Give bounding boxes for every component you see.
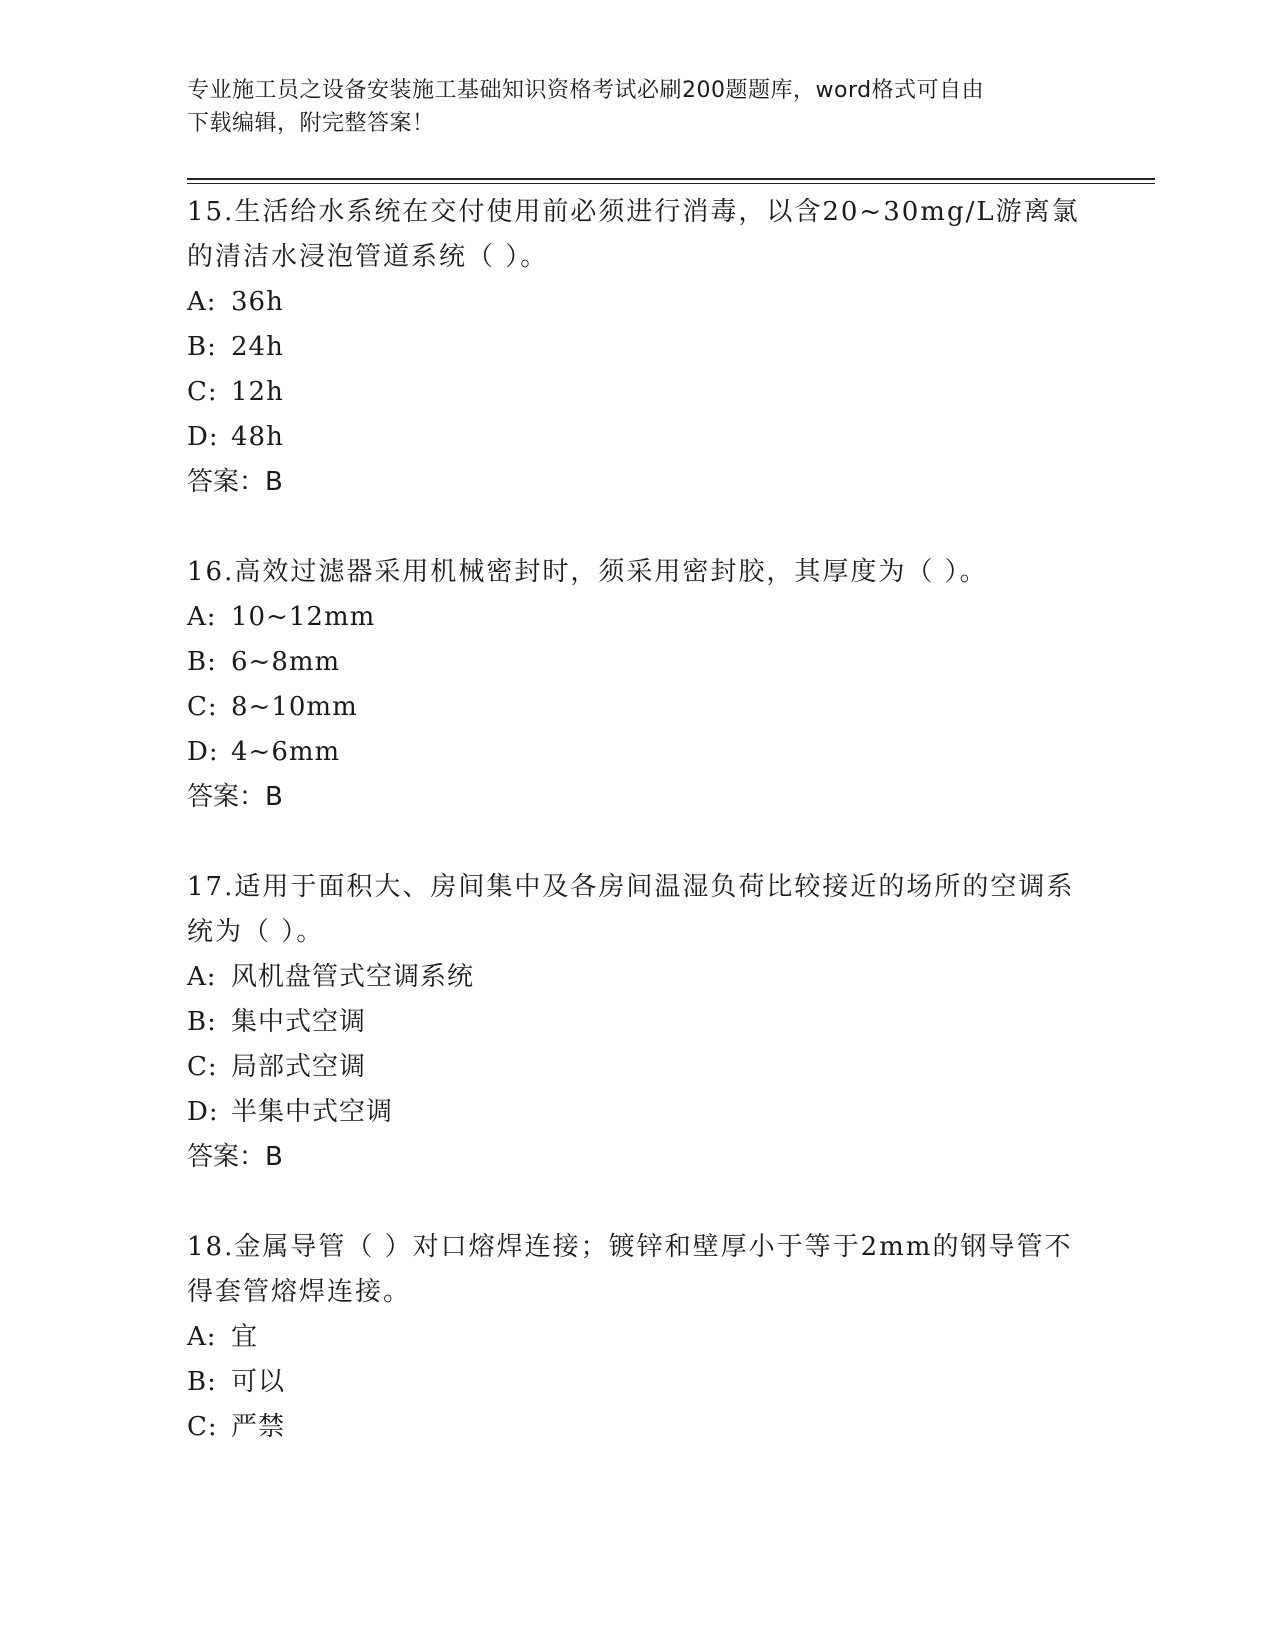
answer-line: 答案：B: [187, 467, 283, 497]
option-text: 半集中式空调: [231, 1097, 394, 1127]
header-divider-thin: [187, 183, 1155, 184]
option-letter: C:: [187, 1412, 218, 1442]
option-text: 严禁: [231, 1412, 286, 1442]
option-b: [187, 325, 1087, 370]
option-letter: D:: [187, 422, 219, 452]
question-stem: 17.适用于面积大、房间集中及各房间温湿负荷比较接近的场所的空调系统为（ ）。: [187, 872, 1075, 947]
option-a: [187, 1315, 1087, 1360]
option-letter: D:: [187, 1097, 219, 1127]
option-c: [187, 1045, 1087, 1090]
option-d: [187, 415, 1087, 460]
option-text: 24h: [231, 332, 284, 362]
option-text: 风机盘管式空调系统: [231, 962, 475, 992]
question-18: [187, 1225, 1087, 1450]
option-letter: A:: [187, 602, 217, 632]
option-c: [187, 685, 1087, 730]
answer-line: 答案：B: [187, 1142, 283, 1172]
option-d: [187, 730, 1087, 775]
document-header: [187, 74, 1067, 140]
option-text: 12h: [231, 377, 284, 407]
option-d: [187, 1090, 1087, 1135]
option-text: 10~12mm: [231, 602, 376, 632]
option-letter: A:: [187, 287, 217, 317]
option-letter: B:: [187, 647, 217, 677]
option-text: 48h: [231, 422, 284, 452]
option-letter: B:: [187, 1367, 217, 1397]
option-letter: A:: [187, 1322, 217, 1352]
option-text: 局部式空调: [231, 1052, 367, 1082]
question-stem: 18.金属导管（ ）对口熔焊连接；镀锌和壁厚小于等于2mm的钢导管不得套管熔焊连接。: [187, 1232, 1073, 1307]
question-17: [187, 865, 1087, 1179]
question-16: [187, 550, 1087, 819]
option-a: [187, 280, 1087, 325]
option-text: 可以: [231, 1367, 286, 1397]
option-letter: C:: [187, 692, 218, 722]
header-title-line2: 下载编辑，附完整答案！: [187, 111, 435, 136]
header-divider-thick: [187, 178, 1155, 180]
header-title-line1: 专业施工员之设备安装施工基础知识资格考试必刷200题题库，word格式可自由: [187, 78, 985, 103]
option-b: [187, 1360, 1087, 1405]
option-a: [187, 955, 1087, 1000]
option-letter: B:: [187, 332, 217, 362]
option-letter: A:: [187, 962, 217, 992]
question-15: [187, 190, 1087, 504]
question-list: [187, 190, 1087, 1496]
option-c: [187, 370, 1087, 415]
option-letter: C:: [187, 1052, 218, 1082]
question-stem: 15.生活给水系统在交付使用前必须进行消毒，以含20~30mg/L游离氯的清洁水浸泡管道系统（ ）。: [187, 197, 1080, 272]
option-text: 宜: [231, 1322, 259, 1352]
option-text: 8~10mm: [231, 692, 358, 722]
option-text: 4~6mm: [231, 737, 341, 767]
option-c: [187, 1405, 1087, 1450]
option-text: 集中式空调: [231, 1007, 367, 1037]
question-stem: 16.高效过滤器采用机械密封时，须采用密封胶，其厚度为（ ）。: [187, 557, 988, 587]
option-text: 36h: [231, 287, 284, 317]
option-text: 6~8mm: [231, 647, 341, 677]
option-letter: C:: [187, 377, 218, 407]
option-letter: B:: [187, 1007, 217, 1037]
option-a: [187, 595, 1087, 640]
answer-line: 答案：B: [187, 782, 283, 812]
option-letter: D:: [187, 737, 219, 767]
option-b: [187, 1000, 1087, 1045]
option-b: [187, 640, 1087, 685]
